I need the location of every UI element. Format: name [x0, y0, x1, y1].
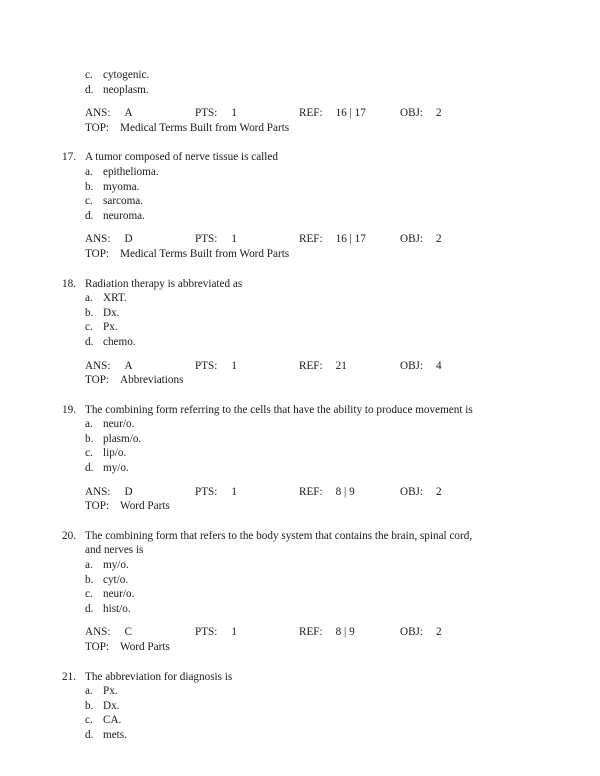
obj-cell — [400, 106, 442, 121]
option-letter: a. — [85, 559, 93, 572]
option-letter: d. — [85, 209, 94, 222]
obj-cell-label: OBJ: — [400, 359, 424, 372]
obj-cell-label: OBJ: — [400, 626, 424, 639]
question-row — [0, 670, 600, 685]
question-number: 20. — [62, 529, 76, 542]
ans-cell — [85, 625, 132, 640]
ref-cell-value: 8 | 9 — [335, 626, 355, 639]
option-text: lip/o. — [103, 447, 127, 460]
option-letter: d. — [85, 83, 94, 96]
option-row — [0, 713, 600, 728]
option-text: XRT. — [103, 292, 127, 305]
top-value: Word Parts — [120, 641, 170, 653]
option-row — [0, 587, 600, 602]
block-spacer — [0, 262, 600, 277]
question-number: 18. — [62, 277, 76, 290]
top-label: TOP: — [85, 374, 110, 387]
option-text: plasm/o. — [103, 432, 142, 445]
option-text: sarcoma. — [103, 195, 144, 208]
option-row — [0, 417, 600, 432]
top-cell — [85, 247, 289, 262]
option-letter: b. — [85, 699, 94, 712]
top-label: TOP: — [85, 641, 110, 653]
answer-block — [0, 359, 600, 388]
option-text: cytogenic. — [103, 69, 150, 81]
block-spacer — [0, 388, 600, 403]
ref-cell-label: REF: — [299, 485, 323, 498]
continued-answer-block — [0, 106, 600, 135]
ans-cell-value: A — [124, 107, 133, 120]
option-letter: b. — [85, 180, 94, 193]
top-cell — [85, 121, 289, 136]
option-text: myoma. — [103, 180, 140, 193]
pts-cell — [195, 485, 237, 500]
ref-cell-label: REF: — [299, 626, 323, 639]
ans-cell-label: ANS: — [85, 233, 111, 246]
top-value: Medical Terms Built from Word Parts — [120, 121, 290, 134]
option-row — [0, 558, 600, 573]
pts-cell — [195, 359, 237, 374]
question-row — [0, 403, 600, 418]
option-row — [0, 602, 600, 617]
pts-cell — [195, 625, 237, 640]
top-cell — [85, 499, 170, 514]
question-text — [85, 670, 600, 685]
obj-cell — [400, 485, 442, 500]
ref-cell — [299, 625, 355, 640]
option-text: neuroma. — [103, 209, 145, 222]
option-text: chemo. — [103, 335, 136, 348]
option-row — [0, 573, 600, 588]
pts-cell-value: 1 — [231, 626, 237, 639]
question-text — [85, 277, 600, 292]
obj-cell — [400, 359, 442, 374]
option-row — [0, 194, 600, 209]
ref-cell — [299, 232, 366, 247]
option-letter: d. — [85, 462, 94, 475]
ans-cell-value: D — [124, 485, 133, 498]
option-text: neur/o. — [103, 588, 135, 601]
pts-cell-value: 1 — [231, 359, 237, 372]
option-row — [0, 432, 600, 447]
topic-meta-row — [0, 373, 600, 388]
ans-cell-value: C — [124, 626, 132, 639]
top-value: Word Parts — [120, 500, 170, 513]
option-letter: c. — [85, 69, 93, 81]
obj-cell-value: 4 — [436, 359, 442, 372]
ans-cell-value: A — [124, 359, 133, 372]
option-text: Dx. — [103, 699, 120, 712]
obj-cell-value: 2 — [436, 107, 442, 120]
answer-block — [0, 232, 600, 261]
ref-cell-value: 16 | 17 — [335, 233, 366, 246]
pts-cell-label: PTS: — [195, 626, 218, 639]
ans-cell-label: ANS: — [85, 626, 111, 639]
ref-cell-label: REF: — [299, 233, 323, 246]
question-text — [85, 403, 600, 418]
ref-cell — [299, 106, 366, 121]
option-letter: c. — [85, 321, 93, 334]
obj-cell-value: 2 — [436, 626, 442, 639]
block-spacer — [0, 655, 600, 670]
question-text — [85, 150, 600, 165]
answer-block — [0, 625, 600, 654]
block-spacer — [0, 514, 600, 529]
ref-cell-value: 16 | 17 — [335, 107, 366, 120]
option-text: hist/o. — [103, 602, 131, 615]
ans-cell — [85, 232, 133, 247]
option-row — [0, 684, 600, 699]
ref-cell-label: REF: — [299, 359, 323, 372]
answer-meta-row — [0, 625, 600, 640]
option-row — [0, 699, 600, 714]
ref-cell-value: 21 — [335, 359, 347, 372]
obj-cell — [400, 232, 442, 247]
option-text: Px. — [103, 321, 118, 334]
option-text: my/o. — [103, 559, 129, 572]
option-text: neur/o. — [103, 418, 135, 431]
option-letter: c. — [85, 195, 93, 208]
option-letter: d. — [85, 728, 94, 741]
ans-cell-label: ANS: — [85, 485, 111, 498]
ans-cell — [85, 485, 133, 500]
pts-cell — [195, 106, 237, 121]
question-text-main: The combining form referring to the cells that have the ability to produce movement is — [85, 403, 473, 416]
question-text-main: Radiation therapy is abbreviated as — [85, 277, 243, 290]
option-text: cyt/o. — [103, 573, 129, 586]
ref-cell-value: 8 | 9 — [335, 485, 355, 498]
option-text: mets. — [103, 728, 127, 741]
question-list — [0, 135, 600, 742]
obj-cell — [400, 625, 442, 640]
question-block — [0, 670, 600, 743]
answer-meta-row — [0, 359, 600, 374]
option-text: my/o. — [103, 462, 129, 475]
option-letter: c. — [85, 714, 93, 727]
answer-meta-row — [0, 232, 600, 247]
question-number: 21. — [62, 670, 76, 683]
question-row — [0, 277, 600, 292]
question-row — [0, 529, 600, 558]
question-block — [0, 529, 600, 655]
top-label: TOP: — [85, 121, 110, 134]
question-block — [0, 150, 600, 261]
ref-cell — [299, 359, 347, 374]
continued-options-list — [0, 68, 600, 97]
option-letter: a. — [85, 418, 93, 431]
option-letter: d. — [85, 335, 94, 348]
option-letter: c. — [85, 588, 93, 601]
option-letter: b. — [85, 432, 94, 445]
top-label: TOP: — [85, 500, 110, 513]
answer-meta-row — [0, 485, 600, 500]
option-row — [0, 291, 600, 306]
option-row — [0, 446, 600, 461]
ans-cell-label: ANS: — [85, 359, 111, 372]
option-row — [0, 461, 600, 476]
question-number: 17. — [62, 151, 76, 164]
obj-cell-label: OBJ: — [400, 485, 424, 498]
top-cell — [85, 640, 170, 655]
option-letter: c. — [85, 447, 93, 460]
option-text: Dx. — [103, 306, 120, 319]
topic-meta-row — [0, 640, 600, 655]
question-text-main: A tumor composed of nerve tissue is called — [85, 151, 278, 164]
ref-cell-label: REF: — [299, 107, 323, 120]
top-value: Medical Terms Built from Word Parts — [120, 247, 290, 260]
option-letter: d. — [85, 602, 94, 615]
answer-meta-row — [0, 106, 600, 121]
option-row — [0, 209, 600, 224]
option-text: Px. — [103, 685, 118, 698]
ans-cell-label: ANS: — [85, 107, 111, 120]
option-row — [0, 83, 600, 98]
question-text-main: The abbreviation for diagnosis is — [85, 670, 233, 683]
block-spacer — [0, 135, 600, 150]
top-value: Abbreviations — [120, 374, 184, 387]
question-text-continuation: and nerves is — [85, 544, 144, 557]
pts-cell-label: PTS: — [195, 107, 218, 120]
option-row — [0, 728, 600, 743]
obj-cell-value: 2 — [436, 233, 442, 246]
option-letter: a. — [85, 165, 93, 178]
question-text-main: The combining form that refers to the body system that contains the brain, spinal cord, — [85, 529, 473, 542]
obj-cell-value: 2 — [436, 485, 442, 498]
option-text: neoplasm. — [103, 83, 149, 96]
option-row — [0, 335, 600, 350]
ans-cell-value: D — [124, 233, 133, 246]
question-row — [0, 150, 600, 165]
question-block — [0, 403, 600, 514]
ans-cell — [85, 106, 133, 121]
obj-cell-label: OBJ: — [400, 233, 424, 246]
option-letter: b. — [85, 573, 94, 586]
pts-cell-label: PTS: — [195, 359, 218, 372]
top-label: TOP: — [85, 247, 110, 260]
topic-meta-row — [0, 121, 600, 136]
question-number: 19. — [62, 403, 76, 416]
option-row — [0, 68, 600, 83]
answer-block — [0, 485, 600, 514]
option-row — [0, 306, 600, 321]
pts-cell-value: 1 — [231, 107, 237, 120]
pts-cell-label: PTS: — [195, 485, 218, 498]
topic-meta-row — [0, 247, 600, 262]
pts-cell — [195, 232, 237, 247]
option-row — [0, 320, 600, 335]
pts-cell-label: PTS: — [195, 233, 218, 246]
question-block — [0, 277, 600, 388]
option-letter: a. — [85, 292, 93, 305]
pts-cell-value: 1 — [231, 233, 237, 246]
top-cell — [85, 373, 183, 388]
pts-cell-value: 1 — [231, 485, 237, 498]
topic-meta-row — [0, 499, 600, 514]
option-row — [0, 165, 600, 180]
option-row — [0, 180, 600, 195]
question-text — [85, 529, 600, 558]
option-letter: a. — [85, 685, 93, 698]
option-letter: b. — [85, 306, 94, 319]
ref-cell — [299, 485, 355, 500]
ans-cell — [85, 359, 133, 374]
option-text: epithelioma. — [103, 165, 159, 178]
obj-cell-label: OBJ: — [400, 107, 424, 120]
option-text: CA. — [103, 714, 122, 727]
